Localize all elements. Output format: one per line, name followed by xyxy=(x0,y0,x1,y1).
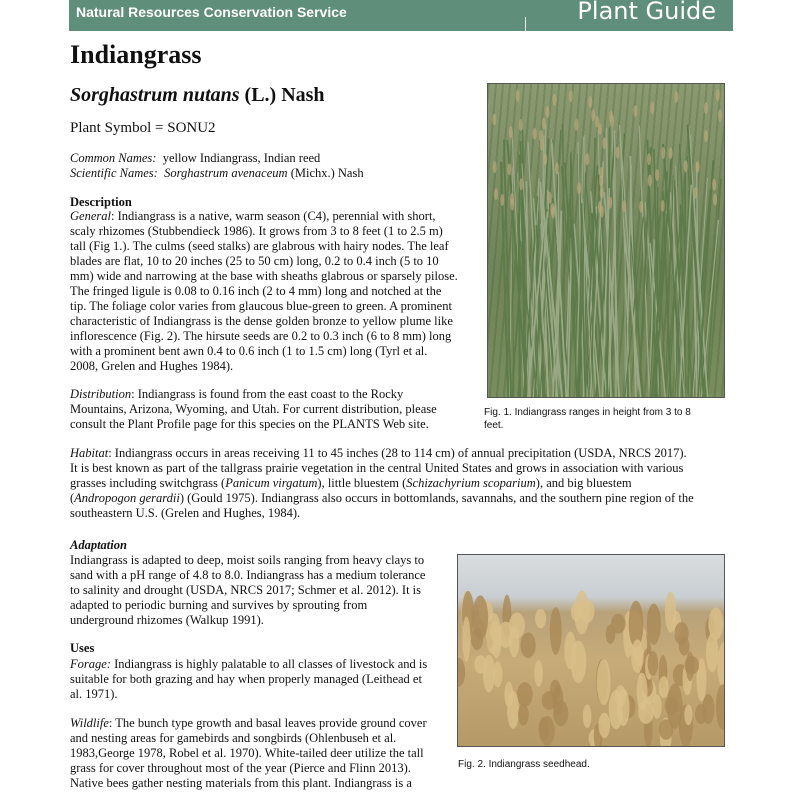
habitat-text: ( xyxy=(70,491,75,505)
species-little-bluestem: Schizachyrium scoparium xyxy=(406,476,536,490)
adaptation-line: adapted to periodic burning and survives by sprouting from xyxy=(70,598,368,612)
description-paragraph xyxy=(70,209,458,374)
scientific-author: (L.) Nash xyxy=(239,84,325,106)
adaptation-line: to salinity and drought (USDA, NRCS 2017; Schmer et al. 2012). It is xyxy=(70,583,422,597)
general-label: General xyxy=(70,209,111,223)
habitat-paragraph xyxy=(70,446,730,521)
figure-2-caption: Fig. 2. Indiangrass seedhead. xyxy=(458,759,590,770)
wildlife-paragraph xyxy=(70,716,427,791)
forage-line: Indiangrass is highly palatable to all classes of livestock and is xyxy=(110,657,428,671)
header-banner xyxy=(69,0,733,31)
wildlife-line: and nesting areas for gamebirds and songbirds (Ohlenbuseh et al. xyxy=(70,731,397,745)
description-heading: Description xyxy=(70,195,132,209)
habitat-line: southeastern U.S. (Grelen and Hughes, 1984). xyxy=(70,506,301,520)
description-line: tip. The foliage color varies from glaucous blue-green to green. A prominent xyxy=(70,299,452,313)
figure-1-caption xyxy=(484,406,691,432)
scientific-names-author: (Michx.) Nash xyxy=(287,166,364,180)
habitat-line: : Indiangrass occurs in areas receiving 11 to 45 inches (28 to 114 cm) of annual precipitation (USDA, NRCS 2017). xyxy=(108,446,687,460)
page-title: Indiangrass xyxy=(70,40,202,69)
distribution-line: consult the Plant Profile page for this species on the PLANTS Web site. xyxy=(70,417,429,431)
forage-line: suitable for both grazing and hay when properly managed (Leithead et xyxy=(70,672,422,686)
wildlife-line: 1983,George 1978, Robel et al. 1970). White-tailed deer utilize the tall xyxy=(70,746,424,760)
description-line: blades are flat, 10 to 20 inches (25 to 50 cm) long, 0.2 to 0.4 inch (5 to 10 xyxy=(70,254,439,268)
scientific-binomial: Sorghastrum nutans xyxy=(70,84,240,106)
description-line: with a prominent bent awn 0.4 to 0.6 inch (1 to 1.5 cm) long (Tyrl et al. xyxy=(70,344,428,358)
banner-divider xyxy=(525,17,526,31)
names-block xyxy=(70,151,364,181)
banner-org-name: Natural Resources Conservation Service xyxy=(76,4,347,20)
habitat-text: ), little bluestem ( xyxy=(317,476,407,490)
distribution-line: Mountains, Arizona, Wyoming, and Utah. For current distribution, please xyxy=(70,402,437,416)
description-line: tall (Fig 1.). The culms (seed stalks) are glabrous with hairy nodes. The leaf xyxy=(70,239,449,253)
banner-title: Plant Guide xyxy=(577,0,716,25)
species-big-bluestem: Andropogon gerardii xyxy=(74,491,180,505)
habitat-text: grasses including switchgrass ( xyxy=(70,476,226,490)
distribution-line: : Indiangrass is found from the east coast to the Rocky xyxy=(131,387,404,401)
scientific-names-label: Scientific Names: xyxy=(70,166,158,180)
habitat-label: Habitat xyxy=(70,446,109,460)
adaptation-paragraph xyxy=(70,553,425,628)
habitat-text: ) (Gould 1975). Indiangrass also occurs in bottomlands, savannahs, and the southern pine region of the xyxy=(179,491,694,505)
wildlife-line: : The bunch type growth and basal leaves provide ground cover xyxy=(108,716,427,730)
description-line: 2008, Grelen and Hughes 1984). xyxy=(70,359,234,373)
scientific-name xyxy=(70,84,325,107)
distribution-label: Distribution xyxy=(70,387,132,401)
description-line: inflorescence (Fig. 2). The hirsute seeds are 0.2 to 0.3 inch (6 to 8 mm) long xyxy=(70,329,452,343)
forage-line: al. 1971). xyxy=(70,687,118,701)
figure-1-caption-line: feet. xyxy=(484,420,504,431)
adaptation-heading: Adaptation xyxy=(70,538,127,552)
habitat-text: ), and big bluestem xyxy=(535,476,632,490)
adaptation-line: underground rhizomes (Walkup 1991). xyxy=(70,613,264,627)
description-line: scaly rhizomes (Stubbendieck 1986). It grows from 3 to 8 feet (1 to 2.5 m) xyxy=(70,224,443,238)
wildlife-line: grass for cover throughout most of the year (Pierce and Flinn 2013). xyxy=(70,761,411,775)
scientific-names-value: Sorghastrum avenaceum xyxy=(164,166,288,180)
seedhead-illustration xyxy=(458,555,725,747)
habitat-line: It is best known as part of the tallgrass prairie vegetation in the central United States and grows in association with various xyxy=(70,461,684,475)
figure-2-photo xyxy=(457,554,725,747)
adaptation-line: sand with a pH range of 4.8 to 8.0. Indiangrass has a medium tolerance xyxy=(70,568,426,582)
figure-1-caption-line: Fig. 1. Indiangrass ranges in height from 3 to 8 xyxy=(484,407,691,418)
forage-paragraph xyxy=(70,657,427,702)
tall-grass-illustration xyxy=(488,84,725,398)
uses-heading: Uses xyxy=(70,641,95,655)
wildlife-label: Wildlife xyxy=(70,716,109,730)
figure-1-photo xyxy=(487,83,725,398)
wildlife-line: Native bees gather nesting materials from this plant. Indiangrass is a xyxy=(70,776,412,790)
common-names-label: Common Names: xyxy=(70,151,157,165)
adaptation-line: Indiangrass is adapted to deep, moist soils ranging from heavy clays to xyxy=(70,553,425,567)
description-line: mm) wide and narrowing at the base with sheaths glabrous or sparsely pilose. xyxy=(70,269,458,283)
species-switchgrass: Panicum virgatum xyxy=(225,476,318,490)
description-line: : Indiangrass is a native, warm season (C4), perennial with short, xyxy=(110,209,436,223)
description-line: characteristic of Indiangrass is the dense golden bronze to yellow plume like xyxy=(70,314,453,328)
common-names-value: yellow Indiangrass, Indian reed xyxy=(162,151,321,165)
description-line: The fringed ligule is 0.08 to 0.16 inch (2 to 4 mm) long and notched at the xyxy=(70,284,442,298)
plant-symbol: Plant Symbol = SONU2 xyxy=(70,120,216,136)
distribution-paragraph xyxy=(70,387,437,432)
forage-label: Forage: xyxy=(70,657,111,671)
